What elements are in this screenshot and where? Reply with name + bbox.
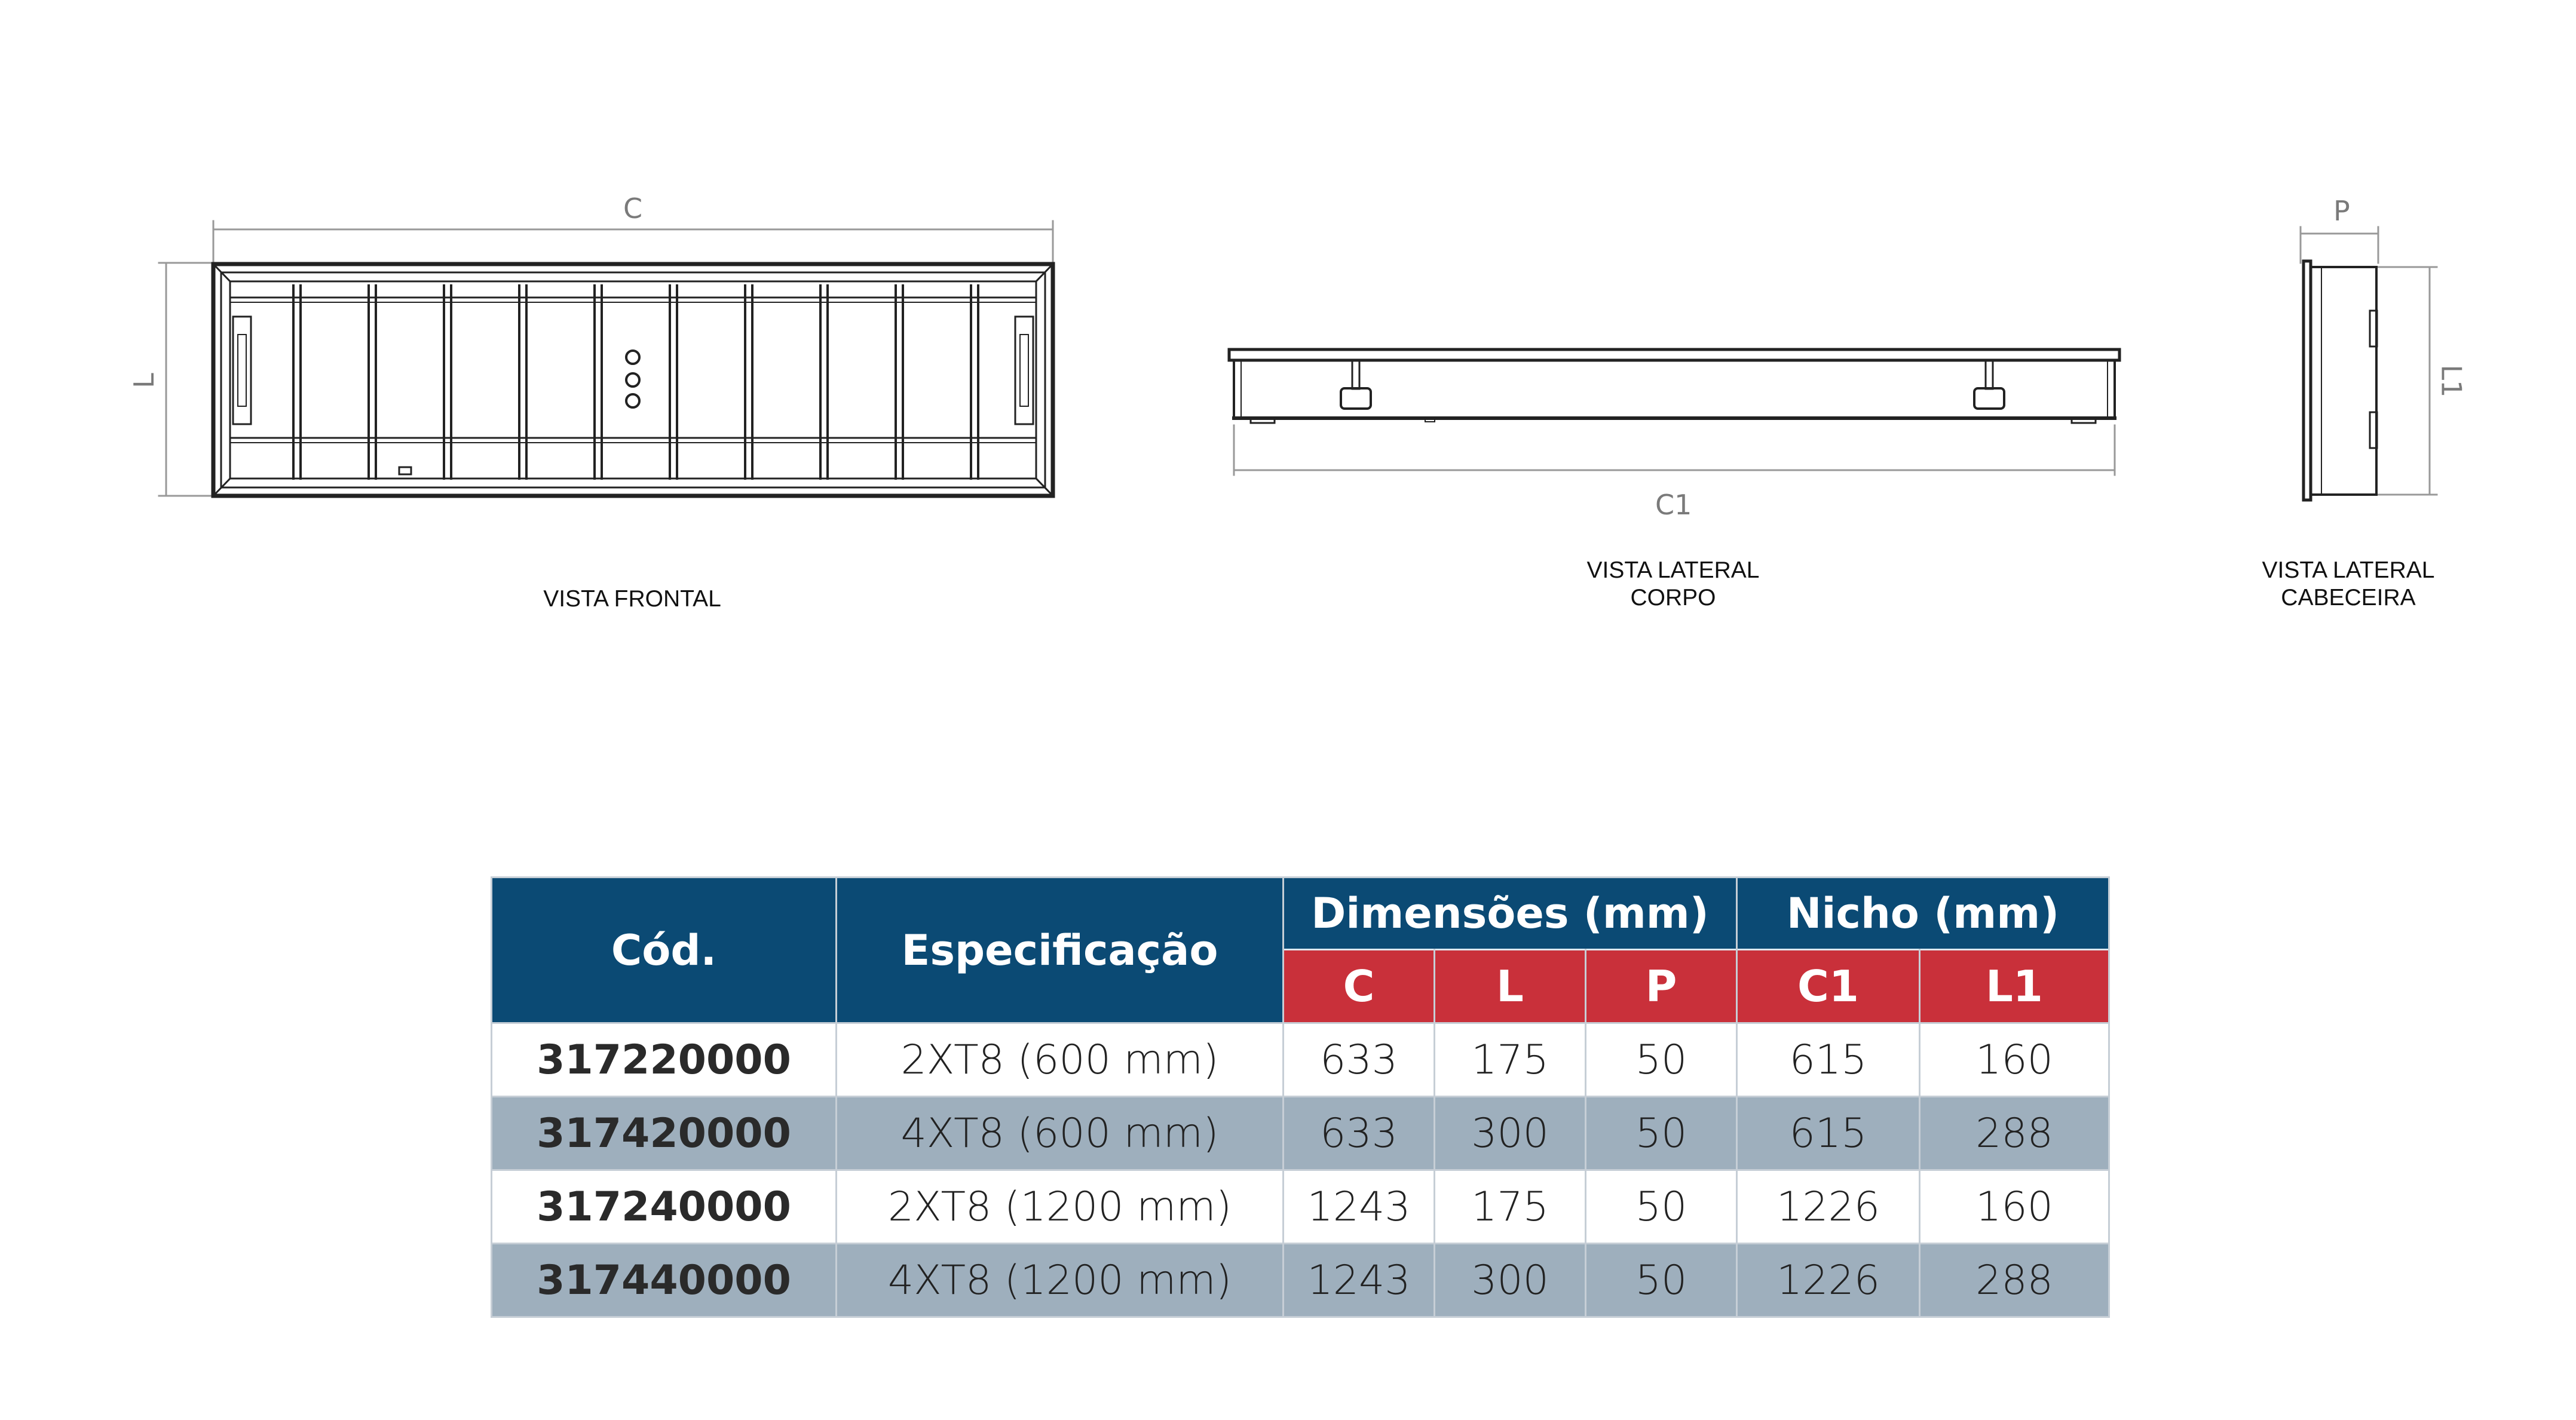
technical-drawings [0, 0, 2576, 669]
header-dim-p: P [1586, 950, 1737, 1023]
row-spec: 2XT8 (600 mm) [837, 1023, 1284, 1097]
row-c1: 615 [1737, 1023, 1920, 1097]
table-row [492, 1097, 2109, 1170]
side-head-dimension-l1-label: L1 [2435, 364, 2468, 398]
side-body-view-caption [1554, 557, 1793, 612]
side-head-caption-line1: VISTA LATERAL [2262, 557, 2435, 583]
row-code: 317240000 [492, 1170, 837, 1244]
row-c1: 1226 [1737, 1244, 1920, 1317]
header-niche-l1: L1 [1920, 950, 2109, 1023]
row-l1: 160 [1920, 1170, 2109, 1244]
row-l: 175 [1435, 1170, 1586, 1244]
row-code: 317420000 [492, 1097, 837, 1170]
front-view-caption-text: VISTA FRONTAL [543, 586, 721, 612]
side-body-view-drawing [1229, 349, 2119, 475]
row-l: 300 [1435, 1097, 1586, 1170]
row-c: 633 [1284, 1023, 1435, 1097]
front-dimension-l-label: L [127, 373, 160, 388]
row-p: 50 [1586, 1023, 1737, 1097]
row-code: 317440000 [492, 1244, 837, 1317]
row-l1: 288 [1920, 1244, 2109, 1317]
header-niche-c1: C1 [1737, 950, 1920, 1023]
side-body-dimension-c1-label: C1 [1655, 489, 1692, 521]
row-spec: 4XT8 (600 mm) [837, 1097, 1284, 1170]
front-view-drawing [159, 221, 1053, 496]
side-head-view-drawing [2301, 227, 2437, 500]
row-spec: 2XT8 (1200 mm) [837, 1170, 1284, 1244]
row-c1: 1226 [1737, 1170, 1920, 1244]
side-head-caption-line2: CABECEIRA [2281, 585, 2416, 611]
row-p: 50 [1586, 1170, 1737, 1244]
spec-table [491, 876, 2110, 1318]
row-l1: 288 [1920, 1097, 2109, 1170]
table-row [492, 1244, 2109, 1317]
table-row [492, 1170, 2109, 1244]
header-dim-l: L [1435, 950, 1586, 1023]
row-l: 300 [1435, 1244, 1586, 1317]
row-code: 317220000 [492, 1023, 837, 1097]
side-head-dimension-p-label: P [2333, 195, 2350, 227]
front-dimension-c-label: C [623, 192, 643, 225]
row-c: 1243 [1284, 1170, 1435, 1244]
header-dimensions-group: Dimensões (mm) [1284, 878, 1737, 950]
side-body-caption-line1: VISTA LATERAL [1586, 557, 1760, 583]
side-head-view-caption [2229, 557, 2468, 612]
header-dim-c: C [1284, 950, 1435, 1023]
row-c: 1243 [1284, 1244, 1435, 1317]
header-spec: Especificação [837, 878, 1284, 1023]
row-c1: 615 [1737, 1097, 1920, 1170]
header-niche-group: Nicho (mm) [1737, 878, 2109, 950]
table-row [492, 1023, 2109, 1097]
side-body-caption-line2: CORPO [1630, 585, 1716, 611]
header-code: Cód. [492, 878, 837, 1023]
row-spec: 4XT8 (1200 mm) [837, 1244, 1284, 1317]
front-view-caption [513, 585, 752, 613]
row-l: 175 [1435, 1023, 1586, 1097]
row-l1: 160 [1920, 1023, 2109, 1097]
row-p: 50 [1586, 1097, 1737, 1170]
row-p: 50 [1586, 1244, 1737, 1317]
row-c: 633 [1284, 1097, 1435, 1170]
